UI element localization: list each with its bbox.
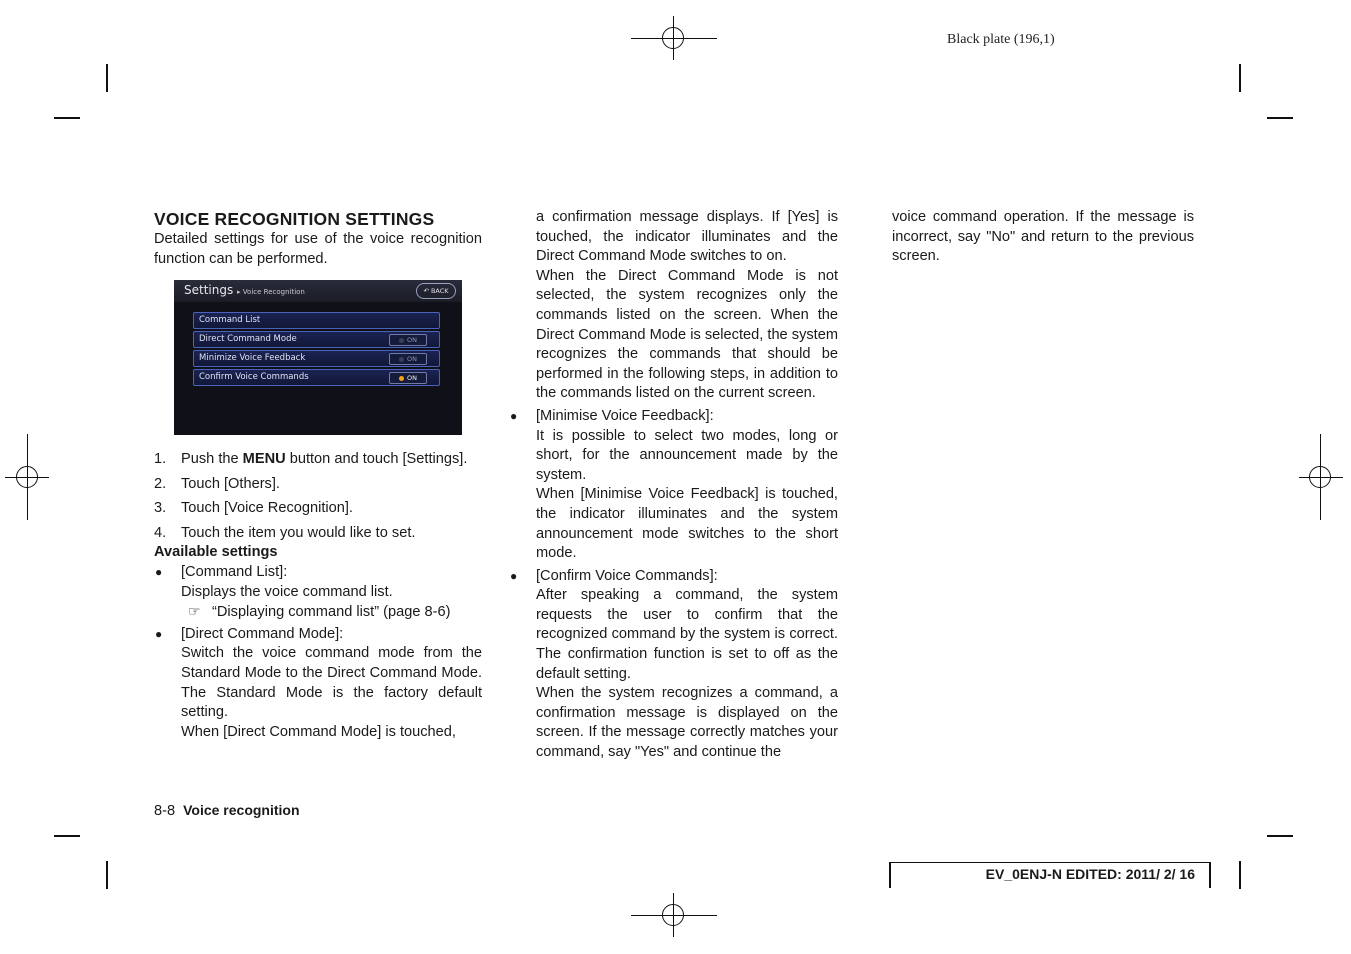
bullet-icon: ● (510, 568, 518, 583)
settings-screenshot (174, 280, 462, 435)
direct-mode-when: When [Direct Command Mode] is touched, (181, 723, 456, 740)
bullet-icon: ● (155, 564, 163, 579)
indicator-led-icon (399, 338, 404, 343)
crop-mark (1267, 835, 1293, 837)
column-1-lower (154, 450, 482, 742)
command-list-reference: ☞ “Displaying command list” (page 8-6) (188, 603, 451, 621)
confirmation-paragraph: a confirmation message displays. If [Yes] is touched, the indicator illuminates and the Direct Command Mode switches to on. (536, 209, 838, 265)
edited-stamp: EV_0ENJ-N EDITED: 2011/ 2/ 16 (889, 862, 1211, 888)
screenshot-row-minimize-voice-feedback: Minimize Voice Feedback ON (193, 350, 440, 367)
bullet-direct-command-mode: ● [Direct Command Mode]: (154, 625, 482, 645)
bullet-confirm-voice-commands: ● [Confirm Voice Commands]: (509, 567, 838, 587)
plate-label: Black plate (196,1) (947, 32, 1055, 47)
continuation-paragraph: voice command operation. If the message is incorrect, say "No" and return to the previous screen. (892, 209, 1194, 265)
column-2 (509, 208, 838, 763)
column-1 (154, 208, 482, 269)
crop-mark (54, 117, 80, 119)
direct-mode-description: Switch the voice command mode from the Standard Mode to the Direct Command Mode. The Standard Mode is the factory default setting. (181, 645, 482, 721)
confirm-when: When the system recognizes a command, a confirmation message is displayed on the screen. If the message correctly matches your command, say "Yes" and continue the (536, 685, 838, 761)
indicator-led-icon (399, 376, 404, 381)
crop-mark (1267, 117, 1293, 119)
confirm-description: After speaking a command, the system requests the user to confirm that the recognized command by the system is correct. The confirmation function is set to off as the default setting. (536, 587, 838, 682)
column-3 (892, 208, 1194, 267)
bullet-minimise-voice-feedback: ● [Minimise Voice Feedback]: (509, 407, 838, 427)
intro-paragraph: Detailed settings for use of the voice recognition function can be performed. (154, 231, 482, 267)
screenshot-row-command-list: Command List (193, 312, 440, 329)
screenshot-row-confirm-voice-commands: Confirm Voice Commands ON (193, 369, 440, 386)
page-footer (154, 802, 300, 819)
screenshot-header (174, 280, 462, 302)
toggle-indicator: ON (389, 353, 427, 365)
reference-hand-icon: ☞ (188, 603, 201, 620)
direct-mode-explanation: When the Direct Command Mode is not selected, the system recognizes only the commands listed on the screen. When the Direct Command Mode is selected, the system recognizes the commands that should be performed in the following steps, in addition to the commands listed on the current screen. (536, 267, 838, 402)
indicator-led-icon (399, 357, 404, 362)
screenshot-row-direct-command-mode: Direct Command Mode ON (193, 331, 440, 348)
crop-mark (1239, 64, 1241, 92)
screenshot-subtitle: Voice Recognition (242, 288, 305, 296)
back-arrow-icon: ↶ (423, 287, 429, 295)
toggle-indicator: ON (389, 372, 427, 384)
step-3: 3. Touch [Voice Recognition]. (154, 500, 353, 517)
screenshot-title: Settings ▸ Voice Recognition (184, 283, 305, 297)
available-settings-heading: Available settings (154, 544, 278, 561)
bullet-icon: ● (155, 626, 163, 641)
bullet-command-list: ● [Command List]: (154, 563, 482, 583)
crop-mark (54, 835, 80, 837)
crop-mark (1239, 861, 1241, 889)
crop-mark (106, 861, 108, 889)
minimise-description: It is possible to select two modes, long or short, for the announcement made by the system. (536, 427, 838, 483)
page-number: 8-8 (154, 803, 176, 819)
step-1: 1. Push the MENU button and touch [Settings]. (154, 451, 468, 467)
screenshot-back-button: ↶ BACK (416, 283, 456, 299)
screenshot-breadcrumb-arrow: ▸ (237, 288, 243, 296)
toggle-indicator: ON (389, 334, 427, 346)
step-4: 4. Touch the item you would like to set. (154, 524, 416, 541)
section-heading: VOICE RECOGNITION SETTINGS (154, 209, 435, 229)
command-list-description: Displays the voice command list. (181, 583, 393, 600)
step-2: 2. Touch [Others]. (154, 475, 280, 492)
bullet-icon: ● (510, 408, 518, 423)
section-name: Voice recognition (183, 802, 300, 818)
minimise-when: When [Minimise Voice Feedback] is touched, the indicator illuminates and the system announcement mode switches to the short mode. (536, 486, 838, 562)
crop-mark (106, 64, 108, 92)
